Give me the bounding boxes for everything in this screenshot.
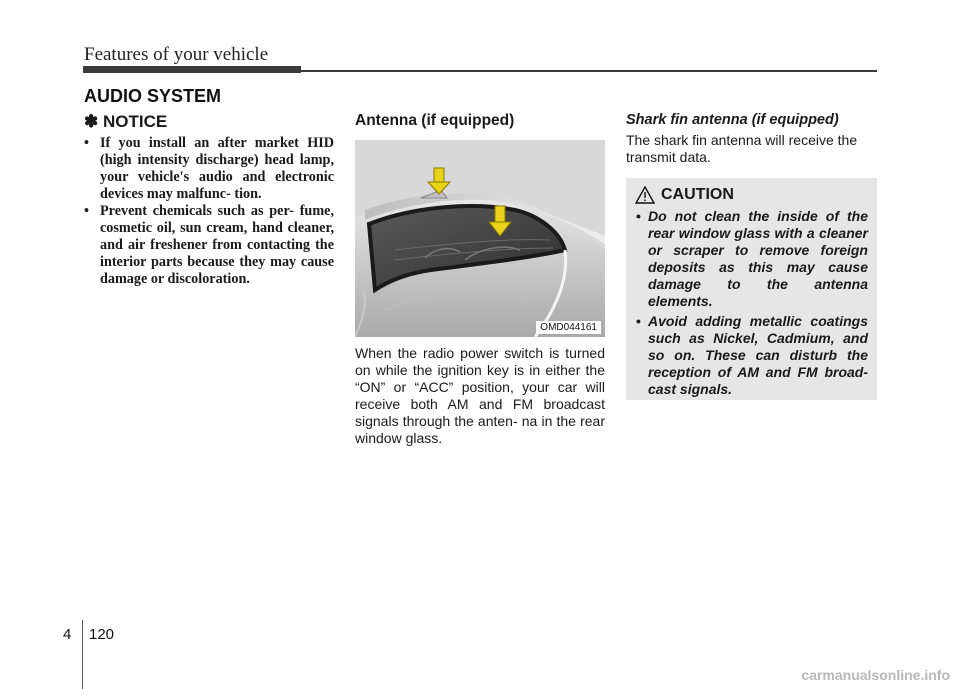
bullet-icon: • (84, 203, 89, 219)
antenna-body-text: When the radio power switch is turned on while the ignition key is in either the “ON” or “ACC” position, your car will receive both AM and FM broadcast signals through the anten- na in the rear window glass. (355, 345, 605, 446)
antenna-column (355, 112, 605, 446)
section-title: AUDIO SYSTEM (84, 86, 222, 106)
caution-title: CAUTION (661, 186, 734, 203)
shark-fin-body-text: The shark fin antenna will receive the transmit data. (626, 132, 858, 165)
shark-fin-heading: Shark fin antenna (if equipped) (626, 112, 839, 128)
rear-window-antenna-figure (355, 140, 605, 337)
caution-header (635, 186, 734, 204)
notice-item: • If you install an after market HID (high intensity discharge) head lamp, your vehicle's audio and electronic devices may malfunc- tion. (84, 135, 334, 202)
car-rear-illustration (355, 140, 605, 337)
notice-list (84, 135, 334, 288)
bullet-icon: • (636, 313, 641, 329)
page-chapter: 4 (63, 626, 72, 643)
bullet-icon: • (636, 208, 641, 224)
notice-title: ✽ NOTICE (84, 112, 168, 131)
antenna-heading: Antenna (if equipped) (355, 112, 515, 129)
header-title: Features of your vehicle (84, 44, 269, 65)
bullet-icon: • (84, 135, 89, 151)
caution-box (626, 178, 877, 400)
caution-list (636, 208, 868, 401)
shark-fin-column (626, 112, 877, 397)
figure-code: OMD044161 (536, 321, 601, 334)
header-rule-thin (301, 70, 877, 72)
caution-item: • Do not clean the inside of the rear window glass with a cleaner or scraper to remove foreign deposits as this may cause damage to the antenna elements. (636, 208, 868, 309)
watermark: carmanualsonline.info (801, 667, 950, 683)
caution-item: • Avoid adding metallic coatings such as Nickel, Cadmium, and so on. These can disturb the reception of AM and FM broad- cast signals. (636, 313, 868, 397)
page-divider (82, 620, 83, 689)
notice-item: • Prevent chemicals such as per- fume, cosmetic oil, sun cream, hand cleaner, and air freshener from contacting the interior parts because they may cause damage or discoloration. (84, 203, 334, 287)
page-number: 120 (89, 626, 115, 643)
warning-triangle-icon (635, 186, 655, 204)
header-rule-thick (83, 66, 301, 73)
notice-column (84, 112, 334, 288)
